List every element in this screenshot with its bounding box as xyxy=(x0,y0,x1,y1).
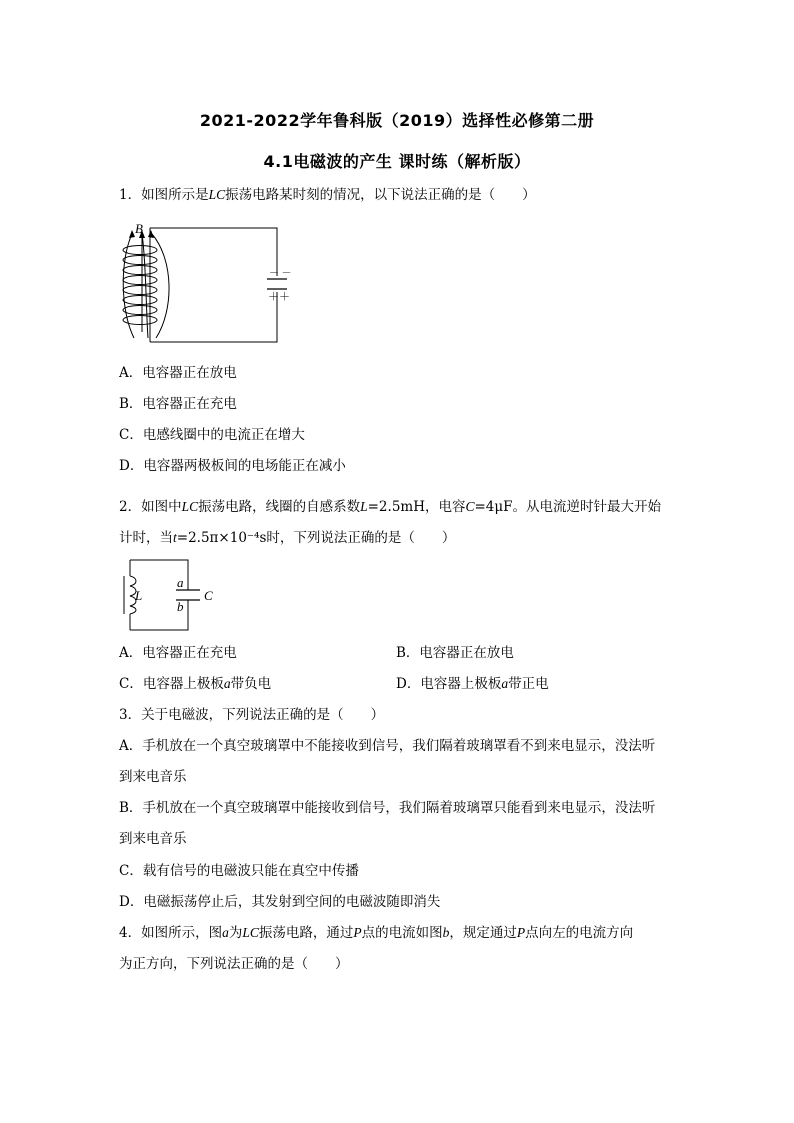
q4-text: 为 xyxy=(228,925,243,941)
q2-var-a: a xyxy=(223,676,231,691)
q4-var-a: a xyxy=(222,925,229,940)
q2-option-c xyxy=(119,675,271,693)
q2-var-c: C xyxy=(465,499,475,514)
q2-lc-circuit-figure xyxy=(118,556,223,634)
q2-var-a: a xyxy=(501,676,509,691)
q2-var-l: L xyxy=(360,499,368,514)
q1-option-a: A．电容器正在放电 xyxy=(119,365,237,381)
q2-option-d xyxy=(396,675,549,693)
q2-text: 带正电 xyxy=(508,676,549,692)
q2-text: D．电容器上极板 xyxy=(396,676,502,692)
q3-option-d: D．电磁振荡停止后，其发射到空间的电磁波随即消失 xyxy=(119,894,441,910)
q3-option-c: C．载有信号的电磁波只能在真空中传播 xyxy=(119,863,359,879)
q1-stem xyxy=(119,186,536,204)
q1-plus-charge-label: ＋＋ xyxy=(268,291,290,303)
q2-text: =2.5mH，电容 xyxy=(367,499,466,515)
q1-option-c: C．电感线圈中的电流正在增大 xyxy=(119,427,305,443)
q2-text: 带负电 xyxy=(230,676,272,692)
q2-text: =2.5π×10⁻⁴s时，下列说法正确的是（ ） xyxy=(176,530,456,546)
q1-minus-charge-label: － － xyxy=(269,268,292,279)
q2-var-lc: LC xyxy=(181,499,199,514)
document-title-line2: 4.1电磁波的产生 课时练（解析版） xyxy=(263,152,531,171)
q4-stem-line1 xyxy=(119,924,633,942)
q2-b-label: b xyxy=(177,599,184,614)
q2-stem-line2 xyxy=(119,529,455,547)
q4-var-p: P xyxy=(516,925,526,940)
q1-field-b-label: B xyxy=(135,221,143,236)
q4-text: ，规定通过 xyxy=(449,925,517,941)
q1-inductor-coil xyxy=(123,246,157,325)
q2-option-a: A．电容器正在充电 xyxy=(119,645,237,661)
q1-stem-var: LC xyxy=(208,187,226,202)
q2-stem-line1 xyxy=(119,498,661,516)
q1-option-d: D．电容器两极板间的电场能正在减小 xyxy=(119,458,346,474)
q3-option-b-line1: B．手机放在一个真空玻璃罩中能接收到信号，我们隔着玻璃罩只能看到来电显示，没法听 xyxy=(119,800,656,816)
q2-option-b: B．电容器正在放电 xyxy=(396,645,514,661)
q2-text: =4μF。从电流逆时针最大开始 xyxy=(474,499,662,515)
q1-stem-text: 1．如图所示是 xyxy=(119,187,209,203)
q2-a-label: a xyxy=(177,575,184,590)
document-title-line1: 2021-2022学年鲁科版（2019）选择性必修第二册 xyxy=(199,111,595,130)
q2-c-label: C xyxy=(204,588,213,603)
q2-text: C．电容器上极板 xyxy=(119,676,224,692)
q2-l-label: L xyxy=(135,588,143,603)
q4-var-b: b xyxy=(442,925,450,940)
q1-option-b: B．电容器正在充电 xyxy=(119,396,237,412)
q3-option-a-line1: A．手机放在一个真空玻璃罩中不能接收到信号，我们隔着玻璃罩看不到来电显示，没法听 xyxy=(119,738,656,754)
q4-text: 点的电流如图 xyxy=(361,925,443,941)
q1-stem-text-2: 振荡电路某时刻的情况，以下说法正确的是（ ） xyxy=(225,187,536,203)
q2-text: 振荡电路，线圈的自感系数 xyxy=(198,499,361,515)
q3-stem: 3．关于电磁波，下列说法正确的是（ ） xyxy=(119,707,385,723)
q4-var-p: P xyxy=(353,925,362,940)
q2-text: 计时，当 xyxy=(119,530,173,546)
q4-var-lc: LC xyxy=(242,925,259,940)
q1-lc-circuit-figure xyxy=(112,220,302,348)
q4-stem-line2: 为正方向，下列说法正确的是（ ） xyxy=(119,956,349,972)
q3-option-b-line2: 到来电音乐 xyxy=(119,831,187,847)
q4-text: 振荡电路，通过 xyxy=(258,925,354,941)
q4-text: 4．如图所示，图 xyxy=(119,925,223,941)
q4-text: 点向左的电流方向 xyxy=(525,925,634,941)
q3-option-a-line2: 到来电音乐 xyxy=(119,769,187,785)
q2-var-t: t xyxy=(173,530,177,545)
q2-text: 2．如图中 xyxy=(119,499,182,515)
